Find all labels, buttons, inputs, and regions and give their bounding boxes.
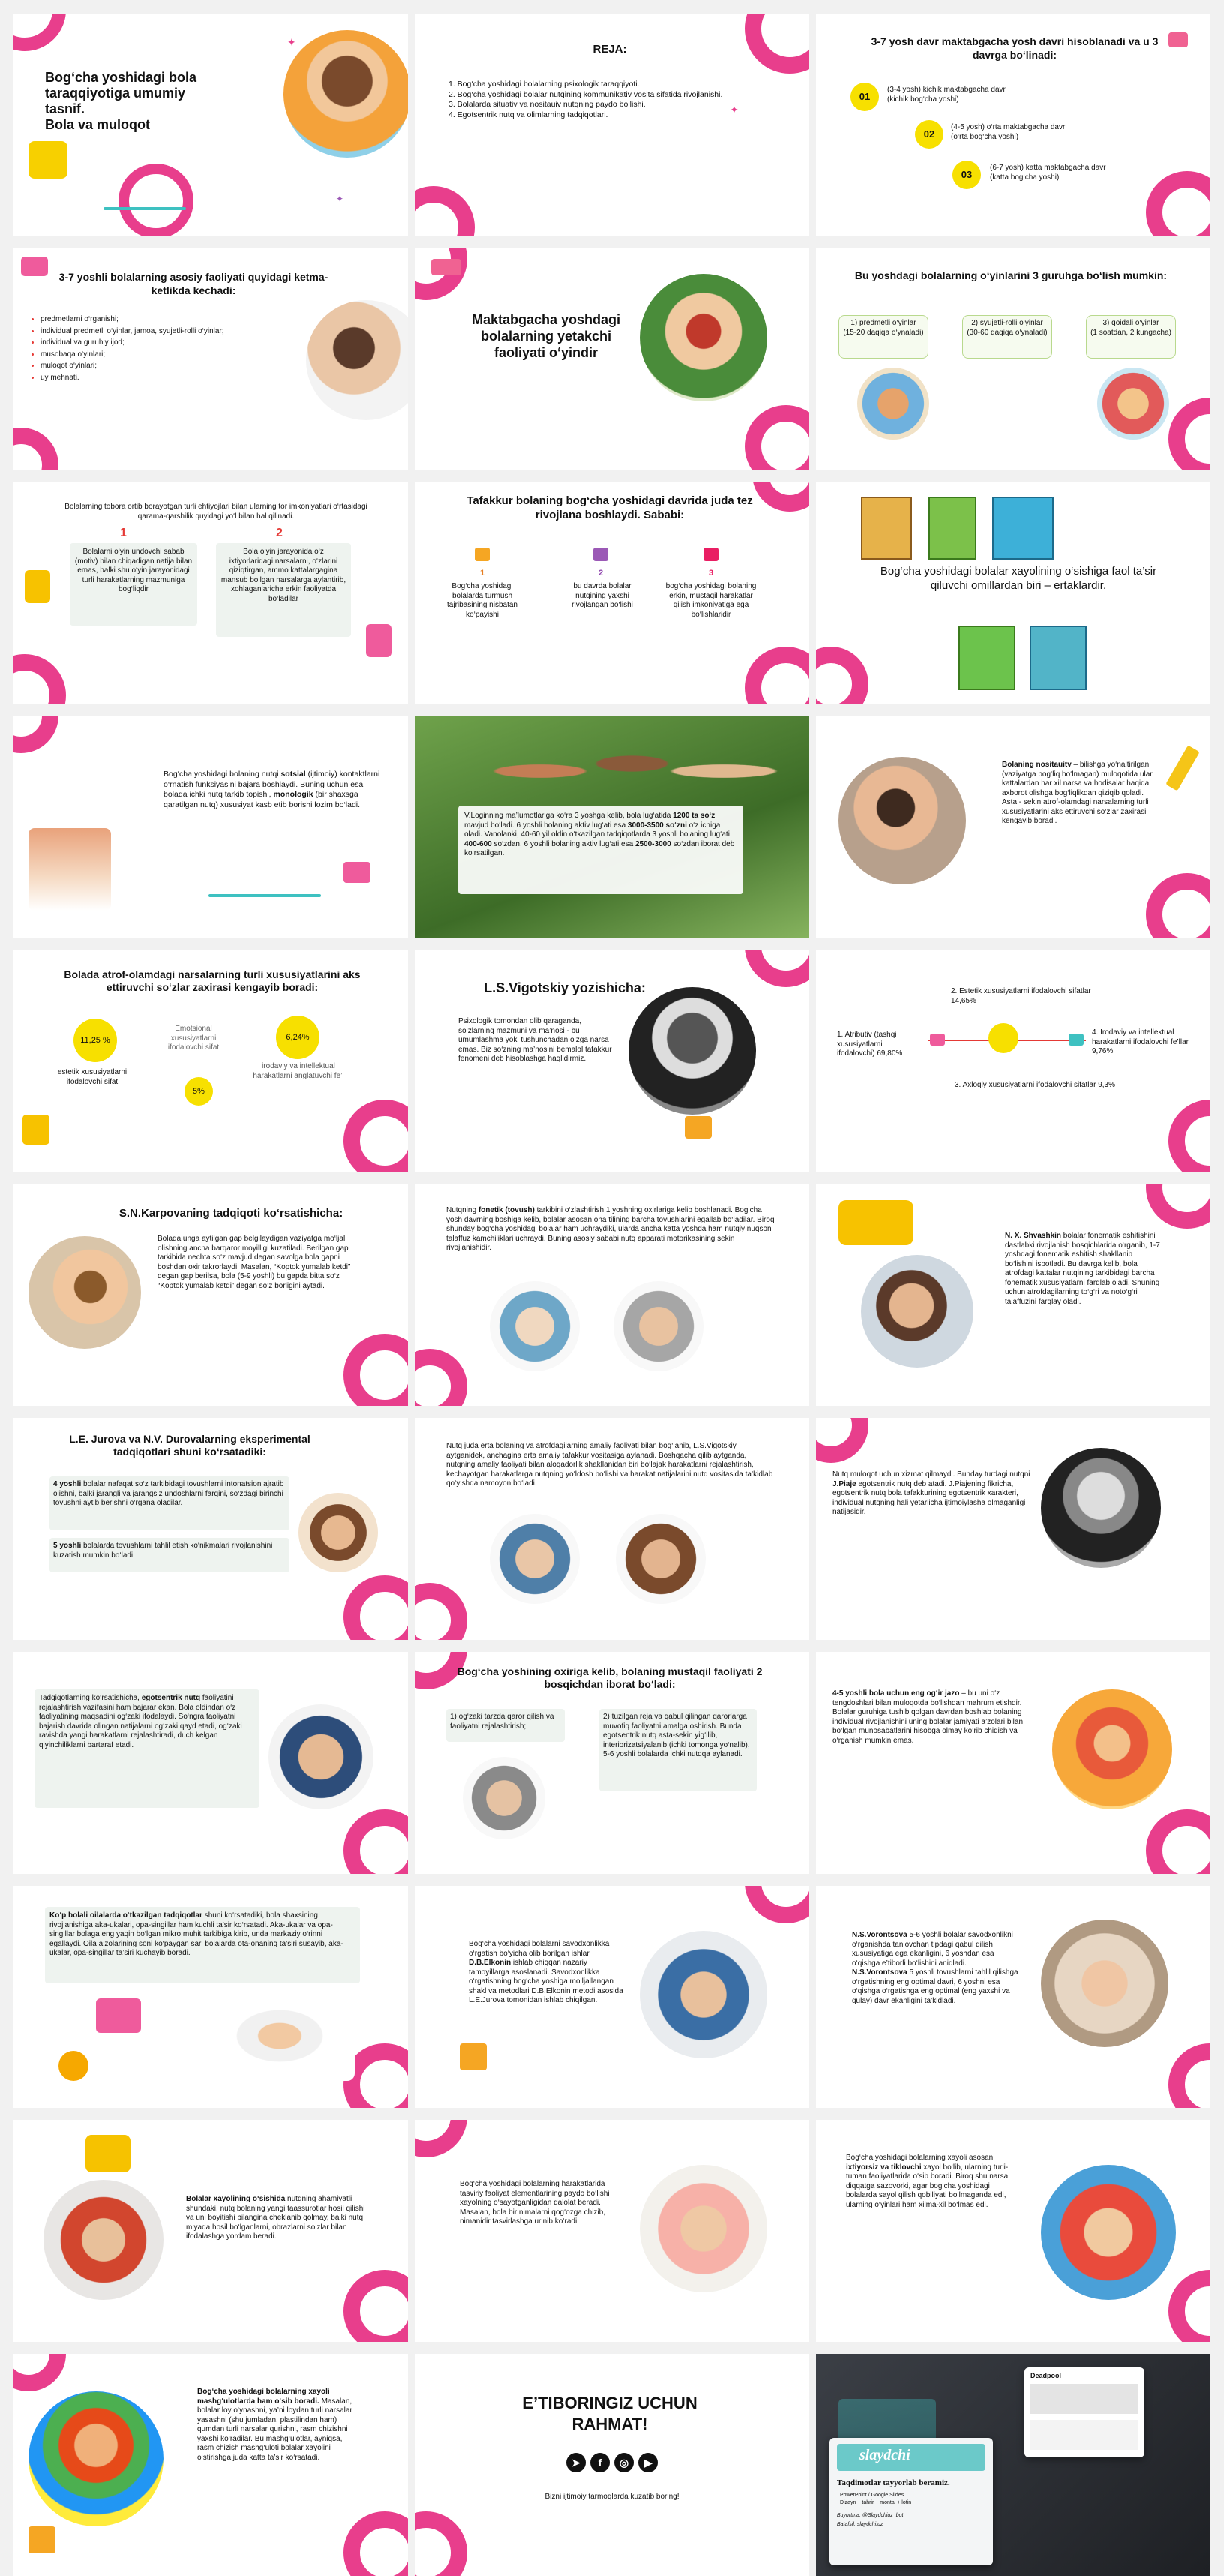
- toy-icon: [21, 257, 48, 276]
- service-item: PowerPoint / Google Slides: [840, 2493, 904, 2498]
- teacher-child-photo: [463, 1757, 545, 1839]
- center-circle: [988, 1023, 1018, 1053]
- slide-title: Bog‘cha yoshidagi bola taraqqiyotiga umumiy tasnif. Bola va muloqot: [45, 70, 197, 132]
- activity-list: [30, 315, 285, 385]
- slide-title: Maktabgacha yoshdagi bolalarning yetakchi faoliyati o‘yindir: [471, 312, 621, 360]
- bold-span: 1200 ta so‘z: [673, 812, 716, 820]
- girl-photo: [838, 757, 966, 884]
- reason-number: 2: [598, 569, 604, 578]
- piaje-text: [832, 1470, 1035, 1518]
- slide-26[interactable]: [415, 1886, 809, 2108]
- book-cover: [992, 497, 1054, 560]
- vigotskiy-portrait: [628, 987, 756, 1115]
- children-playing-photo: [640, 274, 767, 401]
- piaje-portrait: [1041, 1448, 1161, 1568]
- thanks-title: E’TIBORINGIZ UCHUN RAHMAT!: [522, 2394, 698, 2433]
- point-number: 1: [120, 527, 127, 539]
- text-span: Masalan, bolalar loy o‘ynashni, ya’ni loydan turli narsalar yasashni (shu jumladan, plastilindan ham) qumdan turli narsalar qurishni, rasm chizishni yaxshi ko‘radilar. Bu mashg‘ulotlar, ayniqsa, rasm chizish mashg‘uloti bolalar xayolini o‘stirishga juda katta ta’sir ko‘rsatadi.: [197, 2397, 352, 2462]
- bold-span: J.Piaje: [832, 1479, 856, 1488]
- bold-span: Bog‘cha yoshidagi bolalarning xayoli mashg‘ulotlarda ham o‘sib boradi.: [197, 2388, 330, 2406]
- finding-box: [50, 1538, 290, 1572]
- percent-label: Emotsional xususiyatlarni ifodalovchi sifat: [167, 1025, 220, 1052]
- step-text: (3-4 yosh) kichik maktabgacha davr (kichik bog‘cha yoshi): [887, 86, 1006, 104]
- slide-title: Bog‘cha yoshidagi bolalar xayolining o‘sishiga faol ta’sir qiluvchi omillardan biri – ertaklardir.: [880, 565, 1157, 592]
- step-text: (6-7 yosh) katta maktabgacha davr (katta bog‘cha yoshi): [990, 164, 1106, 182]
- bold-span: 2500-3000: [634, 839, 671, 848]
- tasviriy-text: Bog‘cha yoshidagi bolalarning harakatlarida tasviriy faoliyat elementlarining paydo bo‘lishi xayolning o‘sayotganligidan dalolat beradi. Masalan, bola bir nimalarni qog‘ozga chizib, nimanidir tasvirlashga urinib ko‘radi.: [460, 2180, 610, 2226]
- text-span: 5-6 yoshli bolalar savodxonlikni o‘rganishda tanlovchan tipdagi qabul qilish xususiyatiga ega ekanligini, 6 yoshdan esa o‘qishga e’tiborli bo‘lishini aniqladi.: [852, 1931, 1013, 1968]
- pink-arc: [14, 716, 58, 753]
- sparkle-icon: ✦: [336, 194, 344, 204]
- cubes-icon: [460, 2043, 487, 2070]
- pink-arc: [14, 654, 66, 704]
- plan-item: 1. Bog‘cha yoshidagi bolalarning psixologik taraqqiyoti.: [448, 80, 640, 89]
- youtube-icon[interactable]: ▶: [638, 2453, 658, 2472]
- text-span: ishlab chiqqan nazariy tamoyillarga asoslanadi. Savodxonlikka o‘rgatishning bog‘cha yoshiga mo‘ljallangan shakl va metodlari D.B.Elkonin metodi asosida L.E.Jurova tomonidan ishlab chiqilgan.: [469, 1959, 623, 2004]
- quote-text: Psixologik tomondan olib qaraganda, so‘zlarning mazmuni va ma’nosi - bu umumlashma yoki tushunchadan o‘zga narsa emas. Biz so‘zning ma’nosini bemalol tafakkur fenomeni deb hisoblashga haqlidirmiz.: [458, 1017, 612, 1063]
- pink-arc: [745, 14, 809, 74]
- slide-28[interactable]: [14, 2120, 408, 2342]
- family-photo: [205, 1991, 355, 2081]
- book-cover: [1030, 626, 1087, 690]
- intro-text: Bolalarning tobora ortib borayotgan turli ehtiyojlari bilan ularning tor imkoniyatlari o‘rtasidagi qarama-qarshilik quyidagi yo‘l bilan hal qilinadi.: [64, 503, 368, 521]
- slide-22[interactable]: [14, 1652, 408, 1874]
- card-title: Deadpool: [1030, 2372, 1062, 2379]
- text-span: so‘zdan, 6 yoshli bolaning aktiv lug‘ati esa: [491, 839, 635, 848]
- slide-3[interactable]: [816, 14, 1210, 236]
- reason-number: 3: [709, 569, 714, 578]
- toy-icon: [1069, 1034, 1084, 1046]
- plan-item: 4. Egotsentrik nutq va olimlarning tadqiqotlari.: [448, 110, 608, 119]
- point-box: [70, 543, 197, 626]
- slide-15[interactable]: [816, 950, 1210, 1172]
- children-running-photo: [430, 734, 797, 809]
- list-item: • individual predmetli o‘yinlar, jamoa, syujetli-rolli o‘yinlar;: [40, 327, 285, 337]
- text-span: xayol bo‘lib, ularning turli-tuman faoliyatlarida o‘sib boradi. Biroq shu narsa diqqatga sazovorki, agar bog‘cha yoshidagi bolalarda sayol qilish qobiliyati bo‘lmaganda edi, ularning o‘yinlari ham xilma-xil bo‘lmas edi.: [846, 2163, 1009, 2209]
- percent-label: irodaviy va intellektual harakatlarni anglatuvchi fe’l: [253, 1062, 344, 1080]
- pink-arc: [415, 186, 475, 236]
- slide-13[interactable]: [14, 950, 408, 1172]
- channel-text[interactable]: Batafsil: slaydchi.uz: [837, 2522, 884, 2527]
- pink-arc: [1146, 873, 1210, 938]
- reason-text: bog‘cha yoshidagi bolaning erkin, mustaqil harakatlar qilish imkoniyatiga ega bo‘lishlaridir: [665, 582, 757, 619]
- instagram-icon[interactable]: ◎: [614, 2453, 634, 2472]
- slide-8[interactable]: [415, 482, 809, 704]
- sparkle-icon: ✦: [287, 36, 296, 48]
- text-span: shuni ko‘rsatadiki, bola shaxsining rivojlanishiga aka-ukalari, opa-singillar ham kuchli ta’sir ko‘rsatadi. Aka-ukalar va opa-singillar bolaga eng yaqin bo‘lgan mikro muhit tarkibiga kirib, unda markaziy o‘rinni egallaydi. Oila a’zolarining soni ko‘paygan sari bolalarda ota-onaning ta’siri susayib, aka-ukalar, opa-singillar ta’siri kuchayib boradi.: [50, 1911, 344, 1957]
- family-photo: [614, 1281, 704, 1371]
- text-span: Tadqiqotlarning ko‘rsatishicha,: [39, 1694, 142, 1702]
- pink-arc: [344, 1100, 408, 1172]
- painted-child-photo: [28, 2391, 164, 2526]
- stage-text: 2) tuzilgan reja va qabul qilingan qarorlarga muvofiq faoliyatni amalga oshirish. Bunda egotsentrik nutq asta-sekin yig‘ilib, interiorizatsiyalanib (ichki tomonga yo‘nalib), 5-6 yoshli bolalarda ichki nutqqa aylanadi.: [603, 1713, 750, 1758]
- stage-box: [599, 1709, 757, 1791]
- pink-arc: [344, 1809, 408, 1874]
- kids-photo: [857, 368, 929, 440]
- pink-arc: [415, 1583, 467, 1640]
- step-number: 02: [915, 120, 944, 149]
- tagline: Taqdimotlar tayyorlab beramiz.: [837, 2478, 950, 2487]
- facebook-icon[interactable]: f: [590, 2453, 610, 2472]
- pink-arc: [415, 2511, 467, 2576]
- kids-photo: [1097, 368, 1169, 440]
- pink-arc: [1168, 398, 1210, 470]
- jazo-text: [832, 1689, 1035, 1746]
- social-icons: [415, 2453, 809, 2472]
- step-number: 03: [952, 161, 981, 189]
- bold-span: N.S.Vorontsova: [852, 1968, 908, 1977]
- text-span: nutqning ahamiyatli shundaki, nutq bolaning yangi taassurotlar hosil qilishi va uni boyitishi bilangina cheklanib qolmay, balki nutq miyada hosil bo‘lganlarni, obrazlarni so‘zlar bilan ifodalashga yordam beradi.: [186, 2195, 365, 2241]
- text-span: – bilishga yo‘naltirilgan (vaziyatga bog‘liq bo‘lmagan) muloqotida ular kattalardan har xil narsa va hodisalar haqida axborot olishga bog‘liqlikdan qiziqib qoladi. Asta - sekin atrof-olamdagi narsalarning turli xususiyatlarini aks ettiruvchi so‘zlar zaxirasi kengayib boradi.: [1002, 761, 1153, 825]
- step-number: 01: [850, 83, 879, 111]
- slide-12[interactable]: [816, 716, 1210, 938]
- service-list: [840, 2492, 911, 2507]
- backpack-icon: [22, 1115, 50, 1145]
- text-span: tarkibini o‘zlashtirish 1 yoshning oxirlariga kelib boshlanadi. Bog‘cha yosh davrning boshiga kelib, bolalar asosan ona tilining barcha tovushlarini egallab bo‘ladilar. Biroq shunday bog‘cha yoshidagi bolalar ham uchraydiki, ularda ancha katta yoshda ham nutqiy nuqson talaffuz kamchiliklari uchraydi. Buning asosiy sababi nutq apparati motorikasining sekin rivojlanishidir.: [446, 1206, 775, 1252]
- book-cover: [928, 497, 976, 560]
- pink-arc: [118, 164, 194, 236]
- game-group-box: 1) predmetli o‘yinlar (15-20 daqiqa o‘ynaladi): [838, 315, 928, 359]
- slide-11[interactable]: [415, 716, 809, 938]
- text-span: 5 yoshli tovushlarni tahlil qilishga o‘rgatishning eng optimal davri, 6 yoshni esa o‘qishga o‘rgatishga eng optimal (eng yaxshi va qulay) davr ekanligini ta’kidladi.: [852, 1968, 1018, 2005]
- bold-span: Bolalar xayolining o‘sishida: [186, 2195, 286, 2203]
- pink-arc: [1168, 1100, 1210, 1172]
- card-image: [1030, 2384, 1138, 2414]
- point-text: Bolalarni o‘yin undovchi sabab (motiv) bilan chiqadigan natija bilan emas, balki shu o‘yin jarayonidagi turli harakatlarning mazmuniga bog‘liqdir: [74, 548, 193, 593]
- reason-text: Bog‘cha yoshidagi bolalarda turmush tajribasining nisbatan ko‘payishi: [447, 582, 518, 619]
- slide-29[interactable]: [415, 2120, 809, 2342]
- text-span: so‘zdan iborat deb ko‘rsatilgan.: [464, 839, 735, 857]
- pink-arc: [14, 2354, 66, 2391]
- backpack-icon: [25, 570, 50, 603]
- reason-number: 1: [480, 569, 485, 578]
- pink-arc: [14, 428, 58, 470]
- text-span: – bu uni o‘z tengdoshlari bilan muloqotda bo‘lishdan mahrum etishdir. Bolalar guruhiga tushib qolgan davrdan boshlab bolaning individual rivojlanishini uning bolalar jamiyati a’zolari bilan bo‘lgan munosabatlarini hisobga olmay ko‘rib chiqish va o‘rganish mumkin emas.: [832, 1689, 1024, 1745]
- slide-6[interactable]: [816, 248, 1210, 470]
- bold-span: ixtiyorsiz va tiklovchi: [846, 2163, 922, 2172]
- backpack-icon: [86, 2135, 130, 2172]
- pencil-icon: [1166, 746, 1200, 791]
- slide-4[interactable]: [14, 248, 408, 470]
- list-item: • musobaqa o‘yinlari;: [40, 350, 285, 360]
- cubes-icon: [1168, 32, 1188, 47]
- slide-title: S.N.Karpovaning tadqiqoti ko‘rsatishicha:: [118, 1207, 344, 1220]
- finding-text: [53, 1542, 286, 1560]
- vorontsova-text: [852, 1931, 1021, 2006]
- stat-label: 1. Atributiv (tashqi xususiyatlarni ifodalovchi) 69,80%: [837, 1031, 903, 1058]
- bold-span: fonetik (tovush): [478, 1206, 535, 1214]
- plan-item: 3. Bolalarda situativ va nositauiv nutqning paydo bo‘lishi.: [448, 100, 646, 109]
- slide-title: Bog‘cha yoshining oxiriga kelib, bolaning mustaqil faoliyati 2 bosqichdan iborat bo‘ladi:: [457, 1665, 763, 1690]
- list-item: • uy mehnati.: [40, 374, 285, 383]
- boy-photo: [268, 1704, 374, 1809]
- bold-span: D.B.Elkonin: [469, 1959, 512, 1967]
- slide-1[interactable]: [14, 14, 408, 236]
- slide-21[interactable]: [816, 1418, 1210, 1640]
- toy-icon: [704, 548, 718, 561]
- slide-20[interactable]: [415, 1418, 809, 1640]
- toy-icon: [475, 548, 490, 561]
- bold-span: egotsentrik nutq: [141, 1694, 201, 1702]
- text-span: Nutqning: [446, 1206, 478, 1214]
- pink-arc: [344, 1575, 408, 1640]
- text-span: Bog‘cha yoshidagi bolalarni savodxonlikka o‘rgatish bo‘yicha olib borilgan ishlar: [469, 1940, 610, 1958]
- stage-box: [446, 1709, 565, 1742]
- bold-span: sotsial: [280, 770, 306, 779]
- child-photo: [490, 1514, 580, 1604]
- slide-31[interactable]: [14, 2354, 408, 2576]
- slide-5[interactable]: [415, 248, 809, 470]
- pink-arc: [415, 1349, 467, 1406]
- bold-span: monologik: [273, 790, 314, 799]
- game-group-box: 2) syujetli-rolli o‘yinlar (30-60 daqiqa o‘ynaladi): [962, 315, 1052, 359]
- child-photo: [28, 828, 111, 911]
- text-span: bolalarda tovushlarni tahlil etish ko‘nikmalari rivojlanishini kuzatish mumkin bo‘ladi.: [53, 1542, 273, 1560]
- reason-text: bu davrda bolalar nutqining yaxshi rivojlangan bo‘lishi: [572, 582, 633, 609]
- child-reading-photo: [640, 1931, 767, 2058]
- pink-arc: [816, 1418, 868, 1463]
- mother-child-photo: [1041, 1920, 1168, 2047]
- slide-19[interactable]: [14, 1418, 408, 1640]
- pink-arc: [745, 405, 809, 470]
- ixtiyorsiz-text: [846, 2154, 1020, 2210]
- slide-2[interactable]: [415, 14, 809, 236]
- teacher-child-photo: [298, 1493, 378, 1572]
- bold-span: 4-5 yoshli bola uchun eng og‘ir jazo: [832, 1689, 960, 1698]
- plan-list: [448, 80, 771, 120]
- text-box: [45, 1907, 360, 1983]
- text-span: mavjud bo‘ladi. 6 yoshli bolaning aktiv lug‘ati esa: [464, 821, 628, 830]
- fonetik-text: [446, 1206, 776, 1253]
- girl-photo: [284, 30, 408, 158]
- slide-17[interactable]: [415, 1184, 809, 1406]
- family-photo: [490, 1281, 580, 1371]
- pink-arc: [344, 2270, 408, 2342]
- oila-text: [50, 1911, 356, 1959]
- bold-span: 5 yoshli: [53, 1542, 82, 1550]
- info-text: [464, 812, 737, 859]
- teacher-photo: [306, 300, 408, 420]
- slide-25[interactable]: [14, 1886, 408, 2108]
- stat-label: 2. Estetik xususiyatlarni ifodalovchi sifatlar 14,65%: [951, 987, 1091, 1005]
- toy-icon: [96, 1998, 141, 2033]
- telegram-icon[interactable]: ➤: [566, 2453, 586, 2472]
- girl-drawing-photo: [640, 2165, 767, 2292]
- nutq-text: [164, 770, 388, 810]
- game-group-box: 3) qoidali o‘yinlar (1 soatdan, 2 kungacha): [1086, 315, 1176, 359]
- child-painting-photo: [1041, 2165, 1176, 2300]
- stat-label: 3. Axloqiy xususiyatlarni ifodalovchi sifatlar 9,3%: [955, 1081, 1115, 1089]
- book-cover: [958, 626, 1016, 690]
- children-group-photo: [1052, 1689, 1172, 1809]
- slide-title: Bu yoshdagi bolalarning o‘yinlarini 3 guruhga bo‘lish mumkin:: [854, 269, 1168, 281]
- slide-title: Tafakkur bolaning bog‘cha yoshidagi davrida juda tez rivojlana boshlaydi. Sababi:: [466, 494, 753, 521]
- pink-arc: [745, 647, 809, 704]
- toy-icon: [930, 1034, 945, 1046]
- book-cover: [861, 497, 912, 560]
- sparkle-icon: ✦: [730, 104, 739, 116]
- plan-item: 2. Bog‘cha yoshidagi bolalar nutqining kommunikativ vosita sifatida rivojlanishi.: [448, 89, 723, 99]
- children-whisper-photo: [28, 1236, 141, 1349]
- slide-title: L.E. Jurova va N.V. Durovalarning eksperimental tadqiqotlari shuni ko‘rsatadiki:: [69, 1433, 310, 1458]
- pink-arc: [1146, 1184, 1210, 1229]
- text-box: [34, 1689, 260, 1808]
- karpova-text: Bolada unga aytilgan gap belgilaydigan vaziyatga mo‘ljal olishning ancha barqaror moyilligi kuzatiladi. Berilgan gap tarkibida nechta so‘z mavjud degan savolga bola gapni boshdan oxir takrorlaydi. Masalan, “Koptok yumalab ketdi” degan gap berilsa, bola (5-9 yoshli) bu gapda bitta so‘z “Koptok yumalab ketdi” degan so‘z borligini aytadi.: [158, 1235, 351, 1290]
- slide-title: REJA:: [592, 43, 627, 56]
- backpack-icon: [28, 141, 68, 179]
- text-span: V.Loginning ma’lumotlariga ko‘ra 3 yoshga kelib, bola lug‘atida: [464, 812, 674, 820]
- slide-title: 3-7 yosh davr maktabgacha yosh davri hisoblanadi va u 3 davrga bo‘linadi:: [871, 35, 1159, 61]
- toy-icon: [431, 259, 461, 275]
- follow-text: Bizni ijtimoiy tarmoqlarda kuzatib boring!: [544, 2493, 680, 2501]
- point-box: [216, 543, 351, 637]
- bold-span: Ko‘p bolali oilalarda o‘tkazilgan tadqiqotlar: [50, 1911, 202, 1920]
- contact-text[interactable]: Buyurtma: @Slaydchiuz_bot: [837, 2513, 904, 2518]
- text-span: (bir shaxsga qaratilgan nutq) xususiyat kasb etib borishi lozim bo‘ladi.: [164, 790, 361, 809]
- slide-title: 3-7 yoshli bolalarning asosiy faoliyati quyidagi ketma-ketlikda kechadi:: [58, 271, 328, 296]
- pink-arc: [344, 2511, 408, 2576]
- slide-16[interactable]: [14, 1184, 408, 1406]
- slide-32[interactable]: [415, 2354, 809, 2576]
- percent-label: estetik xususiyatlarni ifodalovchi sifat: [57, 1068, 128, 1086]
- slide-10[interactable]: [14, 716, 408, 938]
- slide-23[interactable]: [415, 1652, 809, 1874]
- point-number: 2: [276, 527, 283, 539]
- text-span: o‘z ichiga oladi. Vanolanki, 40-60 yil oldin o‘tkazilgan tadqiqotlarda 3 yoshli bolaning lug‘ati: [464, 821, 730, 839]
- pink-arc: [415, 2120, 467, 2157]
- backpack-icon: [838, 1200, 914, 1245]
- text-span: Nutq muloqot uchun xizmat qilmaydi. Bunday turdagi nutqni: [832, 1470, 1030, 1479]
- pink-arc: [1146, 1809, 1210, 1874]
- slide-30[interactable]: [816, 2120, 1210, 2342]
- pink-arc: [816, 647, 868, 704]
- text-span: bolalar nafaqat so‘z tarkibidagi tovushlarni intonatsion ajratib olishni, balki jarangli va jarangsiz undoshlarni farqini, so‘zdagi birinchi tovushni aytib berishni o‘rgana oladilar.: [53, 1480, 284, 1507]
- mashgulot-text: [197, 2388, 358, 2463]
- finding-text: [53, 1480, 286, 1509]
- squiggle-line: [104, 207, 186, 210]
- slide-27[interactable]: [816, 1886, 1210, 2108]
- bold-span: Bolaning nositauitv: [1002, 761, 1072, 769]
- list-item: • predmetlarni o‘rganishi;: [40, 315, 285, 325]
- percent-circle: 11,25 %: [74, 1019, 117, 1062]
- amaliy-text: Nutq juda erta bolaning va atrofdagilarning amaliy faoliyati bilan bog‘lanib, L.S.Vigotskiy aytganidek, anchagina erta amaliy tafakkur vositasiga aylanadi. Boshqacha qilib aytganda, nutqning amaliy faoliyati bilan aloqadorlik shakllanidan biri bo‘lajak harakatlarni rejalashtirish, kechayotgan harakatlarga nutqning yo‘ldosh bo‘lishi va harakat natijalarini nutq vositasida ta’kidlab qo‘yishda namoyon bo‘ladi.: [446, 1442, 773, 1488]
- stat-label: 4. Irodaviy va intellektual harakatlarni ifodalovchi fe’llar 9,76%: [1092, 1028, 1189, 1055]
- preview-card: [1024, 2367, 1144, 2457]
- text-span: (ijtimoiy) kontaktlarni o‘rnatish funksiyasini bajara boshlaydi. Buning uchun esa bolada ichki nutq tarkib topishi,: [164, 770, 380, 799]
- cubes-icon: [28, 2526, 56, 2553]
- slide-18[interactable]: [816, 1184, 1210, 1406]
- text-span: bolalar fonematik eshitishini dastlabki rivojlanish bosqichlarida o‘rganib, 1-7 yoshdagi fonematik eshitish shakllanib bo‘lishini isbotladi. Bu davrga kelib, bola atrofdagi kattalar nutqining tarkibidagi barcha fonematik xususiyatlarni farqlab oladi. Shuning uchun atrofdagilarning to‘g‘ri va noto‘g‘ri talaffuzini farqlay oladi.: [1005, 1232, 1160, 1306]
- info-box: [458, 806, 743, 894]
- point-text: Bola o‘yin jarayonida o‘z ixtiyorlaridagi narsalarni, o‘zlarini qiziqtirgan, ammo kattalargagina mansub bo‘lgan narsalarga aylantirib, xohlaganlaricha erkin faoliyatda bo‘ladilar: [220, 548, 346, 603]
- pink-arc: [1168, 2043, 1210, 2108]
- bold-span: 4 yoshli: [53, 1480, 82, 1488]
- bold-span: N.S.Vorontsova: [852, 1931, 908, 1939]
- bold-span: 400-600: [464, 839, 492, 848]
- bold-span: 3000-3500 so‘zni: [627, 821, 687, 830]
- kids-building-photo: [44, 2180, 164, 2300]
- toy-icon: [593, 548, 608, 561]
- cubes-icon: [685, 1116, 712, 1139]
- pink-arc: [745, 950, 809, 987]
- slide-title: Bolada atrof-olamdagi narsalarning turli xususiyatlarini aks ettiruvchi so‘zlar zaxirasi kengayib boradi:: [64, 968, 361, 993]
- bold-span: N. X. Shvashkin: [1005, 1232, 1062, 1240]
- slide-7[interactable]: [14, 482, 408, 704]
- text-span: egotsentrik nutq deb atadi. J.Piajening fikricha, egotsentrik nutq bola tafakkurining egotsentrik xarakteri, individual nutqning hali yetarlicha ijtimoiylasha olmaganligi natijasidir.: [832, 1479, 1026, 1516]
- pink-arc: [745, 1886, 809, 1923]
- percent-circle: 6,24%: [276, 1016, 320, 1059]
- slide-14[interactable]: [415, 950, 809, 1172]
- nositauitv-text: [1002, 761, 1156, 827]
- egotsentrik-text: [39, 1694, 255, 1750]
- text-span: faoliyatini rejalashtirish vazifasini ham bajarar ekan. Bola oldindan o‘z faoliyatining maqsadini og‘zaki ifodalaydi. So‘ngra faoliyatni bajarish davrida olingan natijalarni og‘zaki qayd etadi, og‘zaki ravishda yangi harakatlarni rejalashtiradi, duch kelgan qiyinchiliklarni bartaraf etadi.: [39, 1694, 242, 1749]
- text-span: Bog‘cha yoshidagi bolalarning xayoli asosan: [846, 2154, 994, 2162]
- service-item: Dizayn + tahrir + montaj + lotin: [840, 2500, 912, 2505]
- pink-arc: [14, 14, 66, 51]
- finding-box: [50, 1476, 290, 1530]
- slide-title: L.S.Vigotskiy yozishicha:: [484, 980, 646, 995]
- shvashkin-text: [1005, 1232, 1162, 1307]
- backpack-icon: [366, 624, 392, 657]
- elkonin-text: [469, 1940, 626, 2006]
- slide-24[interactable]: [816, 1652, 1210, 1874]
- promo-card[interactable]: [830, 2438, 993, 2565]
- squiggle-line: [208, 894, 321, 897]
- step-text: (4-5 yosh) o‘rta maktabgacha davr (o‘rta bog‘cha yoshi): [951, 123, 1066, 141]
- brand-name: slaydchi: [860, 2447, 910, 2463]
- slide-9[interactable]: [816, 482, 1210, 704]
- percent-circle: 5%: [184, 1077, 213, 1106]
- child-photo: [616, 1514, 706, 1604]
- slide-33[interactable]: [816, 2354, 1210, 2576]
- text-span: Bog‘cha yoshidagi bolaning nutqi: [164, 770, 281, 779]
- ball-icon: [58, 2051, 88, 2081]
- toy-icon: [344, 862, 370, 883]
- child-listening-photo: [861, 1255, 974, 1368]
- stage-text: 1) og‘zaki tarzda qaror qilish va faoliyatni rejalashtirish;: [450, 1713, 554, 1731]
- card-image: [1030, 2420, 1138, 2450]
- pink-arc: [344, 1334, 408, 1406]
- list-item: • individual va guruhiy ijod;: [40, 338, 285, 348]
- list-item: • muloqot o‘yinlari;: [40, 362, 285, 371]
- xayol-text: [186, 2195, 366, 2242]
- pink-arc: [1168, 2270, 1210, 2342]
